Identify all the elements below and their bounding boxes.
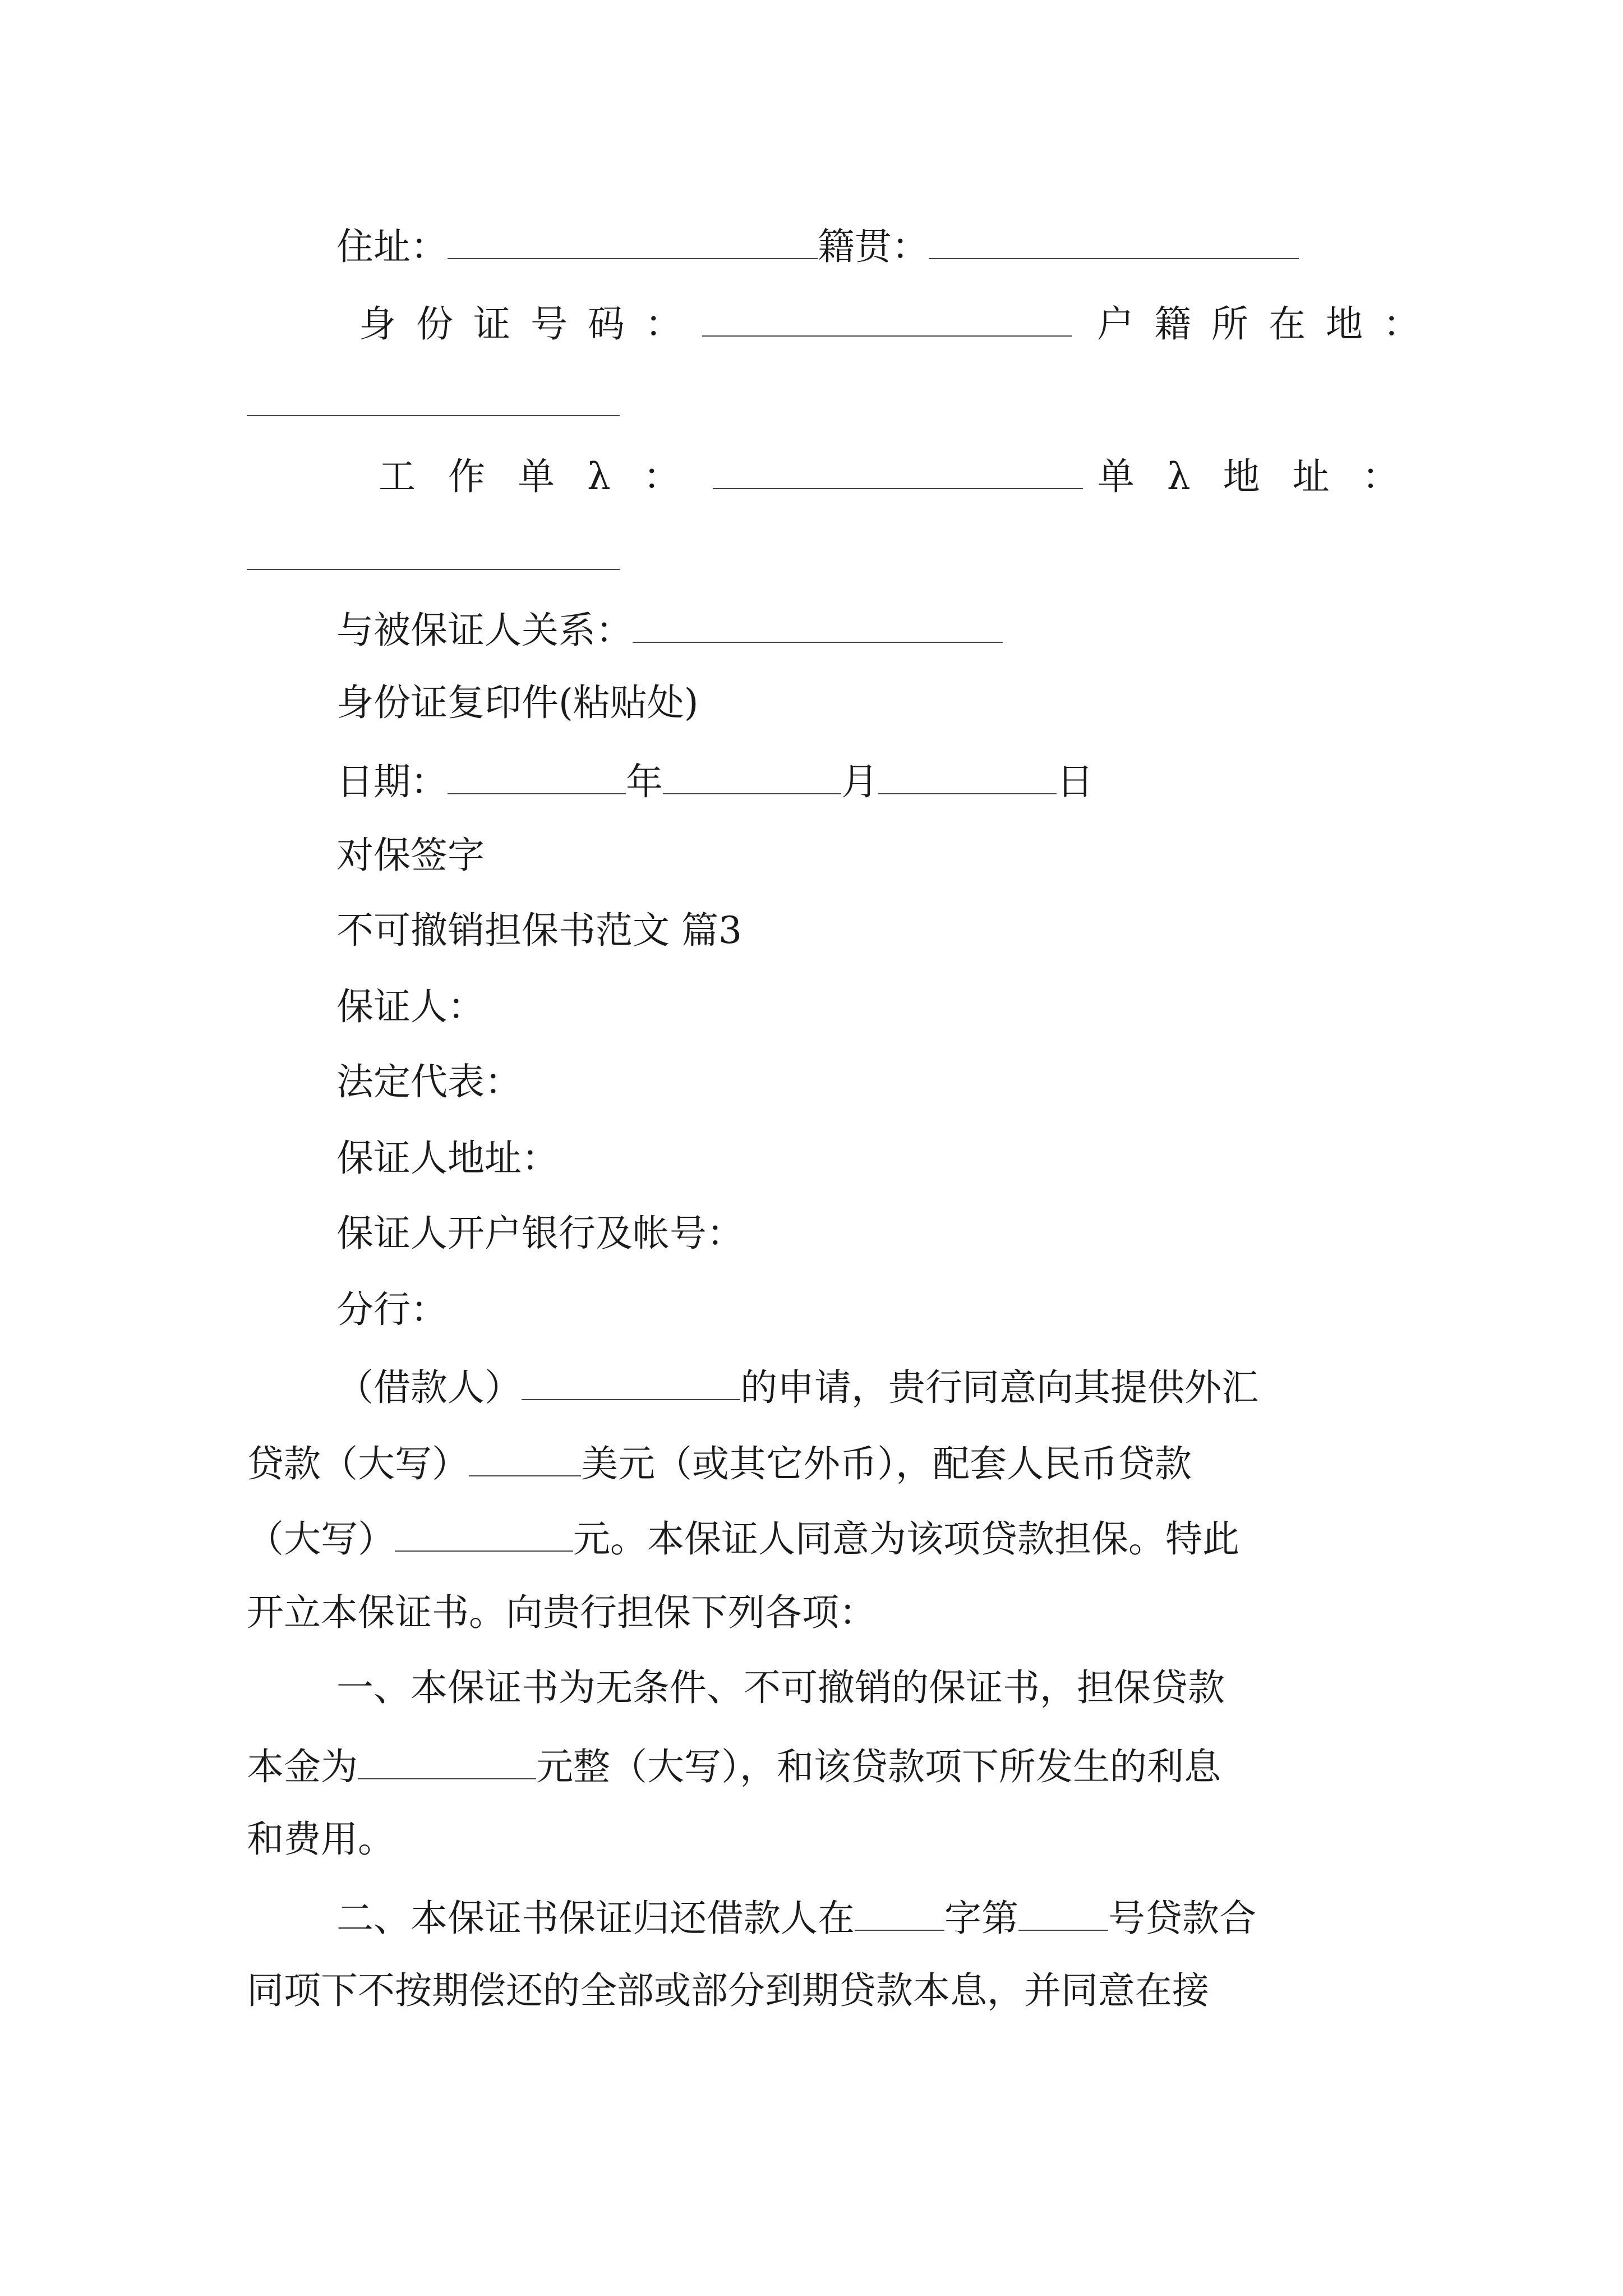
paragraph-3-text-b: 字第 bbox=[944, 1897, 1018, 1940]
contract-number-blank[interactable] bbox=[1018, 1890, 1108, 1931]
usd-amount-blank[interactable] bbox=[469, 1436, 581, 1476]
id-copy-line: 身份证复印件(粘贴处) bbox=[336, 681, 699, 724]
branch-line: 分行： bbox=[336, 1288, 448, 1331]
day-label: 日 bbox=[1057, 760, 1094, 803]
month-blank[interactable] bbox=[663, 754, 841, 794]
paragraph-1-text-a: 的申请，贵行同意向其提供外汇 bbox=[740, 1366, 1258, 1409]
relation-label: 与被保证人关系： bbox=[336, 609, 633, 652]
address-line bbox=[336, 219, 1299, 269]
unit-address-label: 单λ地址： bbox=[1097, 455, 1432, 498]
paragraph-2-line-1: 一、本保证书为无条件、不可撤销的保证书，担保贷款 bbox=[336, 1666, 1225, 1709]
day-blank[interactable] bbox=[878, 754, 1057, 794]
unit-address-blank[interactable] bbox=[247, 569, 620, 570]
principal-blank[interactable] bbox=[358, 1739, 536, 1779]
year-blank[interactable] bbox=[448, 754, 626, 794]
address-label: 住址： bbox=[336, 225, 448, 268]
guarantor-line: 保证人： bbox=[336, 985, 485, 1028]
relation-line bbox=[336, 602, 1003, 653]
paragraph-1-line-1 bbox=[336, 1360, 1258, 1410]
paragraph-2-line-3: 和费用。 bbox=[247, 1818, 395, 1861]
id-number-blank[interactable] bbox=[702, 296, 1072, 337]
paragraph-1-text-c: 美元（或其它外币），配套人民币贷款 bbox=[581, 1442, 1192, 1485]
paragraph-1-text-e: 元。本保证人同意为该项贷款担保。特此 bbox=[573, 1517, 1239, 1561]
year-label: 年 bbox=[626, 760, 663, 803]
rmb-amount-blank[interactable] bbox=[395, 1511, 573, 1552]
address-blank[interactable] bbox=[448, 219, 818, 259]
native-place-label: 籍贯： bbox=[818, 225, 929, 268]
guarantor-address-line: 保证人地址： bbox=[336, 1137, 559, 1180]
work-unit-label: 工作单λ： bbox=[379, 455, 713, 498]
household-blank[interactable] bbox=[247, 415, 620, 416]
paragraph-3-line-1 bbox=[336, 1890, 1256, 1941]
id-number-label: 身份证号码： bbox=[359, 302, 702, 346]
bank-account-line: 保证人开户银行及帐号： bbox=[336, 1212, 744, 1255]
id-number-line bbox=[359, 296, 1440, 347]
paragraph-1-line-3 bbox=[247, 1511, 1239, 1562]
paragraph-2-line-2 bbox=[247, 1739, 1221, 1789]
paragraph-1-text-b: 贷款（大写） bbox=[247, 1442, 469, 1485]
work-unit-blank[interactable] bbox=[713, 449, 1083, 489]
countersign-line: 对保签字 bbox=[336, 834, 485, 877]
paragraph-3-text-c: 号贷款合 bbox=[1108, 1897, 1256, 1940]
section-title: 不可撤销担保书范文 篇3 bbox=[336, 909, 742, 952]
borrower-label: （借款人） bbox=[336, 1366, 522, 1409]
relation-blank[interactable] bbox=[633, 602, 1003, 643]
household-label: 户籍所在地： bbox=[1097, 302, 1440, 346]
paragraph-1-text-d: （大写） bbox=[247, 1517, 395, 1561]
date-label: 日期： bbox=[336, 760, 448, 803]
paragraph-3-line-2: 同项下不按期偿还的全部或部分到期贷款本息，并同意在接 bbox=[247, 1969, 1209, 2012]
month-label: 月 bbox=[841, 760, 878, 803]
borrower-blank[interactable] bbox=[522, 1360, 740, 1400]
native-place-blank[interactable] bbox=[929, 219, 1299, 259]
contract-prefix-blank[interactable] bbox=[855, 1890, 944, 1931]
date-line bbox=[336, 754, 1094, 804]
paragraph-3-text-a: 二、本保证书保证归还借款人在 bbox=[336, 1897, 855, 1940]
paragraph-1-line-2 bbox=[247, 1436, 1192, 1487]
paragraph-2-text-b: 元整（大写），和该贷款项下所发生的利息 bbox=[536, 1745, 1221, 1788]
paragraph-2-text-a: 本金为 bbox=[247, 1745, 358, 1788]
paragraph-1-line-4: 开立本保证书。向贵行担保下列各项： bbox=[247, 1591, 876, 1634]
work-unit-line bbox=[379, 449, 1432, 499]
legal-rep-line: 法定代表： bbox=[336, 1060, 522, 1103]
